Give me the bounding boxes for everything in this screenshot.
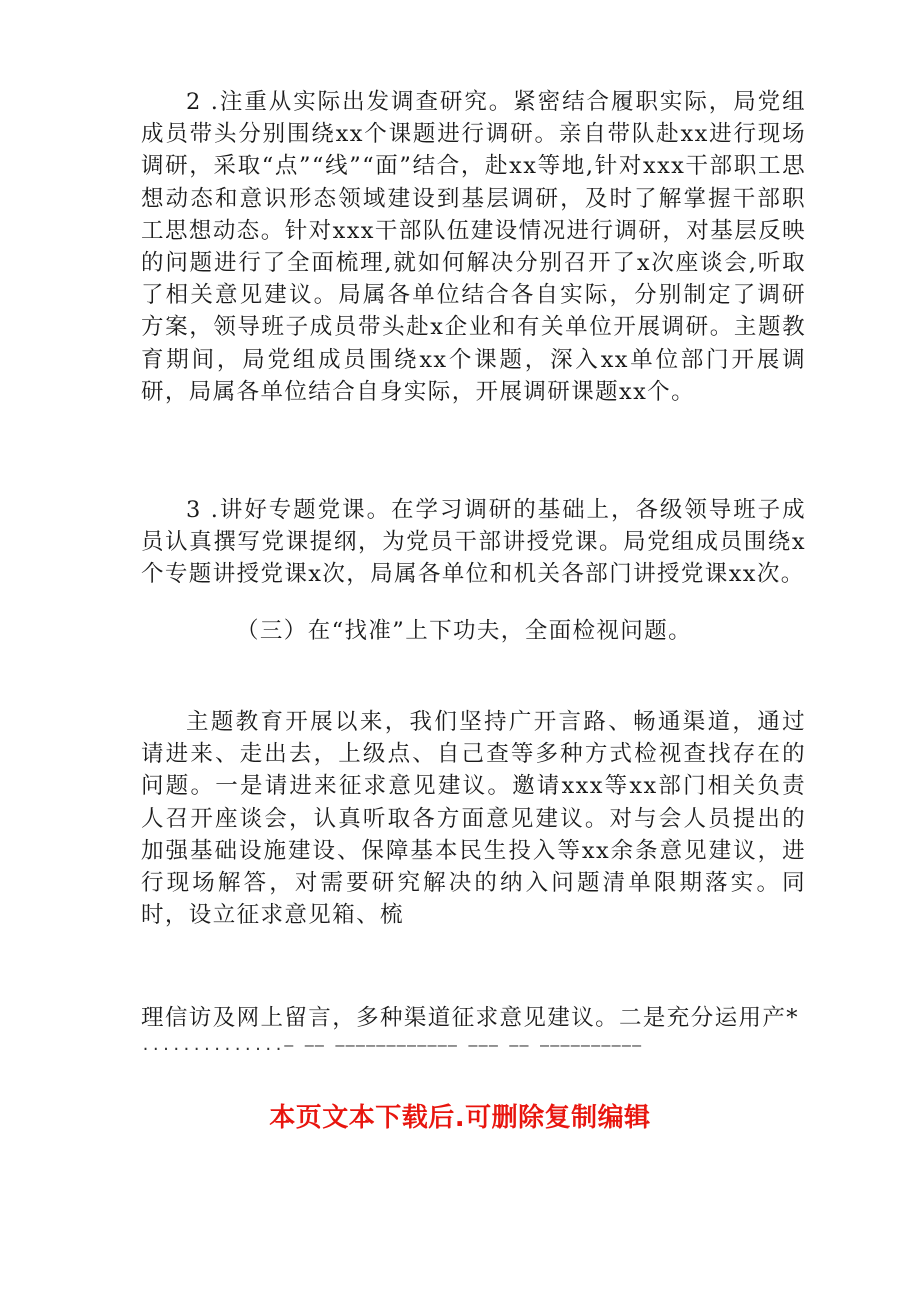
paragraph-problem-review: 主题教育开展以来，我们坚持广开言路、畅通渠道，通过请进来、走出去，上级点、自己查等多种方式检视查找存在的问题。一是请进来征求意见建议。邀请xxx等xx部门相关负责人召开座谈会，认真听取各方面意见建议。对与会人员提出的加强基础设施建设、保障基本民生投入等xx余条意见建议，进行现场解答，对需要研究解决的纳入问题清单限期落实。同时，设立征求意见箱、梳 (141, 709, 806, 929)
download-notice: 本页文本下载后.可删除复制编辑 (269, 1103, 651, 1133)
section-heading: （三）在“找准”上下功夫，全面检视问题。 (236, 618, 693, 644)
paragraph-continuation: 理信访及网上留言，多种渠道征求意见建议。二是充分运用产* (141, 1005, 799, 1031)
paragraph-research: 2 .注重从实际出发调查研究。紧密结合履职实际，局党组成员带头分别围绕xx个课题进行调研。亲自带队赴xx进行现场调研，采取“点”“线”“面”结合，赴xx等地,针对xxx干部职工思想动态和意识形态领域建设到基层调研，及时了解掌握干部职工思想动态。针对xxx干部队伍建设情况进行调研，对基层反映的问题进行了全面梳理,就如何解决分别召开了x次座谈会,听取了相关意见建议。局属各单位结合各自实际，分别制定了调研方案，领导班子成员带头赴x企业和有关单位开展调研。主题教育期间，局党组成员围绕xx个课题，深入xx单位部门开展调研，局属各单位结合自身实际，开展调研课题xx个。 (141, 89, 806, 405)
paragraph-party-lecture: 3 .讲好专题党课。在学习调研的基础上，各级领导班子成员认真撰写党课提纲，为党员干部讲授党课。局党组成员围绕x个专题讲授党课x次，局属各单位和机关各部门讲授党课xx次。 (141, 497, 806, 588)
truncated-text-line: ..............— —— ———————————— ——— —— —————————— (141, 1036, 643, 1054)
